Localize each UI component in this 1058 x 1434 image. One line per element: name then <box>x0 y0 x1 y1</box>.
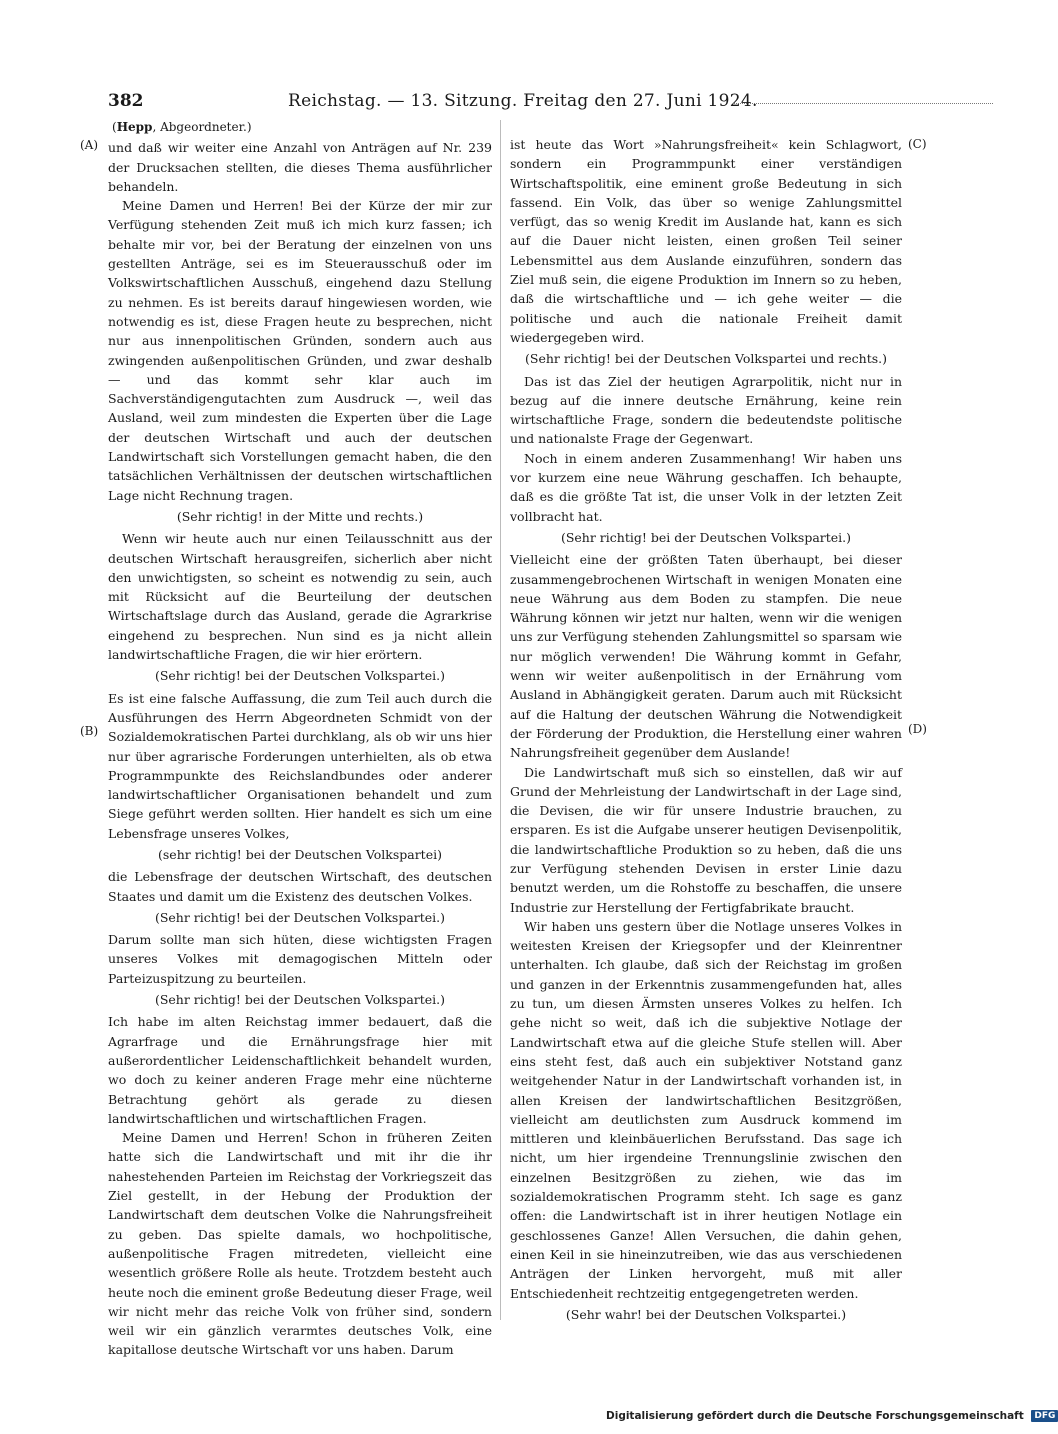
paragraph: Wir haben uns gestern über die Notlage unseres Volkes in weitesten Kreisen der Kriegsopfer und der Kleinrentner unterhalten. Ich glaube, daß sich der Reichstag im großen und ganzen in der Erkenntnis zusammengefunden hat, alles zu tun, um diesen Ärmsten unseres Volkes zu helfen. Ich gehe nicht so weit, daß ich die subjektive Notlage der Landwirtschaft etwa auf die gleiche Stufe stellen will. Aber eins steht fest, daß auch ein subjektiver Notstand ganz weitgehender Natur in der Landwirtschaft vorhanden ist, in allen Kreisen der landwirtschaftlichen Besitzgrößen, vielleicht am deutlichsten zum Ausdruck kommend im mittleren und kleinbäuerlichen Berufsstand. Das sage ich nicht, um hier irgendeine Trennungslinie zwischen den einzelnen Besitzgrößen zu ziehen, wie das im sozialdemokratischen Programm steht. Ich sage es ganz offen: die Landwirtschaft ist in ihrer heutigen Notlage ein geschlossenes Ganze! Allen Versuchen, die dahin gehen, einen Keil in sie hineinzutreiben, wie das aus verschiedenen Anträgen der Linken hervorgeht, muß mit aller Entschiedenheit rechtzeitig entgegengetreten werden. <box>510 918 902 1301</box>
paragraph: Meine Damen und Herren! Bei der Kürze der mir zur Verfügung stehenden Zeit muß ich mich kurz fassen; ich behalte mir vor, bei der Beratung der einzelnen von uns gestellten Anträge, sei es im Steuerausschuß oder im Volkswirtschaftlichen Ausschuß, eingehend dazu Stellung zu nehmen. Es ist bereits darauf hingewiesen worden, wie notwendig es ist, diese Fragen heute zu besprechen, nicht nur aus innenpolitischen Gründen, sondern auch aus zwingenden außenpolitischen Gründen, und zwar deshalb — und das kommt sehr klar auch im Sachverständigengutachten zum Ausdruck —, weil das Ausland, weil zum mindesten die Experten über die Lage der deutschen Wirtschaft und auch der deutschen Landwirtschaft sich Vorstellungen gemacht haben, die den tatsächlichen Verhältnissen der deutschen wirtschaftlichen Lage nicht Rechnung tragen. <box>108 198 492 503</box>
margin-marker-c: (C) <box>908 137 927 151</box>
margin-marker-d: (D) <box>908 722 927 736</box>
digitization-credit <box>606 1410 1058 1422</box>
paragraph: Ich habe im alten Reichstag immer bedauert, daß die Agrarfrage und die Ernährungsfrage hier mit außerordentlicher Leidenschaftlichkeit behandelt wurden, wo doch zu keiner anderen Frage mehr eine nüchterne Betrachtung gehört als gerade zu diesen landwirtschaftlichen und wirtschaftlichen Fragen. <box>108 1014 492 1126</box>
paragraph: Das ist das Ziel der heutigen Agrarpolitik, nicht nur in bezug auf die innere deutsche Ernährung, keine rein wirtschaftliche Frage, sondern die bedeutendste politische und nationalste Frage der Gegenwart. <box>510 373 902 447</box>
right-column <box>510 135 902 1327</box>
paragraph: Es ist eine falsche Auffassung, die zum Teil auch durch die Ausführungen des Herrn Abgeordneten Schmidt von der Sozialdemokratischen Partei durchklang, als ob wir uns hier nur über agrarische Forderungen unterhielten, als ob etwa Programmpunkte des Reichslandbundes oder anderer landwirtschaftlicher Organisationen behandelt und zum Siege geführt werden sollten. Hier handelt es sich um eine Lebensfrage unseres Volkes, <box>108 690 492 841</box>
interjection: (Sehr wahr! bei der Deutschen Volkspartei.) <box>565 1306 847 1322</box>
footer-text: Digitalisierung gefördert durch die Deutsche Forschungsgemeinschaft <box>606 1410 1024 1422</box>
speaker-attribution <box>108 118 492 137</box>
paragraph: Darum sollte man sich hüten, diese wichtigsten Fragen unseres Volkes mit demagogischen Mitteln oder Parteizuspitzung zu beurteilen. <box>108 932 492 986</box>
speaker-open: ( <box>112 120 117 134</box>
header-dotted-rule <box>733 103 993 104</box>
interjection: (Sehr richtig! bei der Deutschen Volkspartei und rechts.) <box>525 351 887 367</box>
page-number: 382 <box>108 91 144 111</box>
dfg-logo: DFG <box>1031 1410 1058 1422</box>
paragraph: Vielleicht eine der größten Taten überhaupt, bei dieser zusammengebrochenen Wirtschaft in wenigen Monaten eine neue Währung aus dem Boden zu stampfen. Die neue Währung können wir jetzt nur halten, wenn wir die wenigen uns zur Verfügung stehenden Zahlungsmittel so sparsam wie nur möglich verwenden! Die Währung kommt in Gefahr, wenn wir weiter außenpolitisch in der Ernährung vom Ausland in Abhängigkeit geraten. Darum auch mit Rücksicht auf die Haltung der deutschen Währung die Notwendigkeit der Förderung der Produktion, die Herstellung einer wahren Nahrungsfreiheit gegenüber dem Auslande! <box>510 552 902 761</box>
margin-marker-b: (B) <box>80 724 99 738</box>
paragraph: Wenn wir heute auch nur einen Teilausschnitt aus der deutschen Wirtschaft herausgreifen, sicherlich aber nicht den unwichtigsten, so scheint es notwendig zu sein, auch mit Rücksicht auf die Beurteilung der deutschen Wirtschaftslage durch das Ausland, gerade die Agrarkrise eingehend zu besprechen. Nun sind es ja nicht allein landwirtschaftliche Fragen, die wir hier erörtern. <box>108 531 492 663</box>
margin-marker-a: (A) <box>80 138 99 152</box>
paragraph: Noch in einem anderen Zusammenhang! Wir haben uns vor kurzem eine neue Währung geschaffen. Ich behaupte, daß es die größte Tat ist, die unser Volk in der letzten Zeit vollbracht hat. <box>510 450 902 524</box>
page-header <box>108 91 758 117</box>
interjection: (Sehr richtig! bei der Deutschen Volkspartei.) <box>154 668 446 684</box>
running-head: Reichstag. — 13. Sitzung. Freitag den 27. Juni 1924. <box>288 91 758 111</box>
interjection: (Sehr richtig! bei der Deutschen Volkspartei.) <box>560 529 852 545</box>
interjection: (Sehr richtig! bei der Deutschen Volkspartei.) <box>154 909 446 925</box>
paragraph: Meine Damen und Herren! Schon in früheren Zeiten hatte sich die Landwirtschaft und mit ihr die ihr nahestehenden Parteien im Reichstag der Vorkriegszeit das Ziel gestellt, in der Hebung der Produktion der Landwirtschaft dem deutschen Volke die Nahrungsfreiheit zu geben. Das spielte damals, wo hochpolitische, außenpolitische Fragen mitredeten, vielleicht eine wesentlich größere Rolle als heute. Trotzdem besteht auch heute noch die eminent große Bedeutung dieser Frage, weil wir nicht mehr das reiche Volk von früher sind, sondern weil wir ein gänzlich verarmtes deutsches Volk, eine kapitallose deutsche Wirtschaft vor uns haben. Darum <box>108 1130 492 1358</box>
interjection: (sehr richtig! bei der Deutschen Volkspartei) <box>158 846 442 862</box>
speaker-role: , Abgeordneter.) <box>152 120 252 134</box>
interjection: (Sehr richtig! bei der Deutschen Volkspartei.) <box>154 992 446 1008</box>
paragraph: Die Landwirtschaft muß sich so einstellen, daß wir auf Grund der Mehrleistung der Landwirtschaft in der Lage sind, die Devisen, die wir für unsere Industrie brauchen, zu ersparen. Es ist die Aufgabe unserer heutigen Devisenpolitik, die landwirtschaftliche Produktion so zu heben, daß die uns zur Verfügung stehenden Devisen in erster Linie dazu benutzt werden, um die Rohstoffe zu beschaffen, die unsere Industrie zur Herstellung der Fertigfabrikate braucht. <box>510 764 902 915</box>
left-column <box>108 118 492 1360</box>
column-divider <box>500 120 501 1320</box>
interjection: (Sehr richtig! in der Mitte und rechts.) <box>176 508 424 524</box>
paragraph: die Lebensfrage der deutschen Wirtschaft, des deutschen Staates und damit um die Existenz des deutschen Volkes. <box>108 869 492 904</box>
speaker-name: Hepp <box>116 120 153 134</box>
paragraph: und daß wir weiter eine Anzahl von Anträgen auf Nr. 239 der Drucksachen stellten, die dieses Thema ausführlicher behandeln. <box>108 140 492 194</box>
paragraph: ist heute das Wort »Nahrungsfreiheit« kein Schlagwort, sondern ein Programmpunkt einer verständigen Wirtschaftspolitik, eine eminent große Bedeutung in sich fassend. Ein Volk, das über so wenige Zahlungsmittel verfügt, das so wenig Kredit im Auslande hat, kann es sich auf die Dauer nicht leisten, einen großen Teil seiner Lebensmittel aus dem Auslande einzuführen, sondern das Ziel muß sein, die eigene Produktion im Innern so zu heben, daß die wirtschaftliche und — ich gehe weiter — die politische und auch die nationale Freiheit damit wiedergegeben wird. <box>510 137 902 345</box>
